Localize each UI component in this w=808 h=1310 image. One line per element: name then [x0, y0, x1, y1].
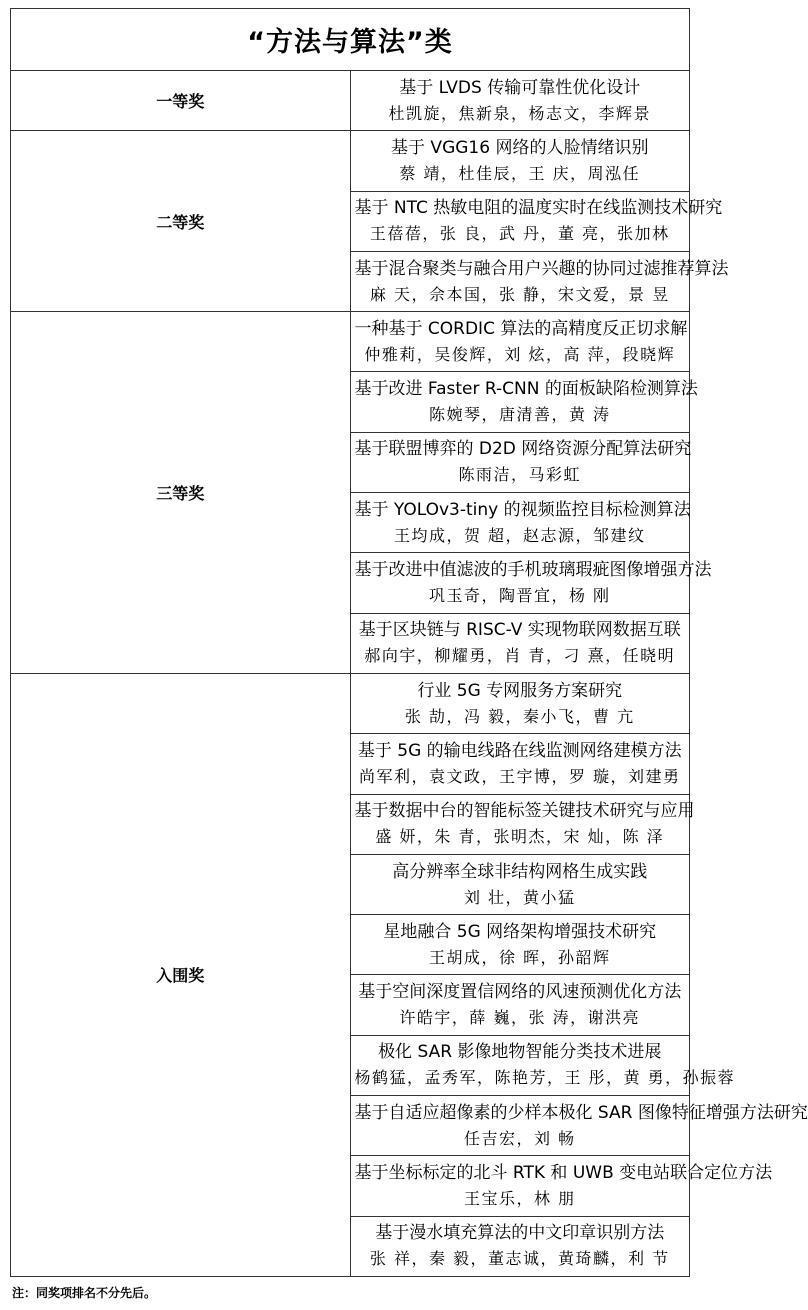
entry-title: 行业 5G 专网服务方案研究 [417, 680, 623, 701]
entry-authors: 郝向宇，柳耀勇，肖 青，刁 熹，任晓明 [364, 646, 676, 666]
entry-title: 基于自适应超像素的少样本极化 SAR 图像特征增强方法研究 [354, 1102, 808, 1123]
entry-cell [350, 1096, 808, 1156]
award-category: 三等奖 [11, 312, 351, 674]
entry-authors: 任吉宏，刘 畅 [463, 1128, 576, 1148]
entry-title: 极化 SAR 影像地物智能分类技术进展 [378, 1042, 662, 1063]
entry-cell [350, 794, 695, 854]
entry-title: 基于 LVDS 传输可靠性优化设计 [399, 77, 641, 98]
entry-cell [350, 854, 690, 914]
entry-cell [350, 191, 723, 251]
entry-cell [350, 673, 690, 733]
entry-title: 基于 NTC 热敏电阻的温度实时在线监测技术研究 [354, 198, 723, 219]
entry-cell [350, 432, 690, 492]
entry-title: 基于联盟博弈的 D2D 网络资源分配算法研究 [354, 439, 692, 460]
award-table [10, 8, 808, 1277]
entry-title: 基于数据中台的智能标签关键技术研究与应用 [354, 801, 695, 822]
entry-authors: 王胡成，徐 晖，孙韶辉 [428, 947, 611, 967]
entry-title: 基于 5G 的输电线路在线监测网络建模方法 [357, 740, 682, 761]
entry-authors: 刘 壮，黄小猛 [463, 887, 576, 907]
award-category: 入围奖 [11, 673, 351, 1276]
entry-authors: 陈雨洁，马彩虹 [458, 465, 581, 485]
entry-cell [350, 71, 690, 131]
entry-cell [350, 975, 690, 1035]
table-row [11, 673, 690, 733]
entry-title: 基于混合聚类与融合用户兴趣的协同过滤推荐算法 [354, 258, 729, 279]
table-title: “方法与算法”类 [11, 9, 690, 71]
entry-authors: 杜凯旋，焦新泉，杨志文，李辉景 [388, 103, 651, 123]
entry-cell [350, 553, 712, 613]
entry-cell [350, 1156, 773, 1216]
entry-cell [350, 915, 690, 975]
entry-authors: 陈婉琴，唐清善，黄 涛 [428, 405, 611, 425]
entry-authors: 张 祥，秦 毅，董志诚，黄琦麟，利 节 [369, 1249, 670, 1269]
entry-cell [350, 1216, 690, 1276]
table-row [11, 131, 690, 191]
entry-title: 星地融合 5G 网络架构增强技术研究 [383, 921, 657, 942]
footnote: 注：同奖项排名不分先后。 [12, 1286, 157, 1300]
title-row [11, 9, 690, 71]
entry-authors: 尚军利，袁文政，王宇博，罗 璇，刘建勇 [358, 766, 681, 786]
entry-title: 基于改进 Faster R-CNN 的面板缺陷检测算法 [354, 379, 698, 400]
entry-title: 基于改进中值滤波的手机玻璃瑕疵图像增强方法 [354, 560, 712, 581]
entry-title: 高分辨率全球非结构网格生成实践 [392, 861, 648, 882]
entry-authors: 张 劼，冯 毅，秦小飞，曹 亢 [404, 706, 635, 726]
entry-cell [350, 372, 698, 432]
entry-title: 基于 VGG16 网络的人脸情绪识别 [391, 137, 649, 158]
entry-title: 基于空间深度置信网络的风速预测优化方法 [358, 982, 682, 1003]
entry-authors: 王均成，贺 超，赵志源，邹建纹 [393, 525, 646, 545]
table-row [11, 312, 690, 372]
entry-cell [350, 251, 729, 311]
entry-authors: 蔡 靖，杜佳辰，王 庆，周泓任 [399, 163, 641, 183]
entry-title: 一种基于 CORDIC 算法的高精度反正切求解 [354, 318, 688, 339]
entry-title: 基于区块链与 RISC-V 实现物联网数据互联 [358, 620, 681, 641]
entry-authors: 麻 天，佘本国，张 静，宋文爱，景 昱 [369, 284, 670, 304]
entry-title: 基于坐标标定的北斗 RTK 和 UWB 变电站联合定位方法 [354, 1162, 773, 1183]
entry-cell [350, 734, 690, 794]
entry-cell [350, 131, 690, 191]
entry-title: 基于 YOLOv3-tiny 的视频监控目标检测算法 [354, 499, 691, 520]
entry-cell [350, 1035, 736, 1095]
entry-authors: 巩玉奇，陶晋宜，杨 刚 [428, 586, 611, 606]
entry-authors: 杨鹤猛，孟秀军，陈艳芳，王 彤，黄 勇，孙振蓉 [354, 1068, 736, 1088]
entry-authors: 仲雅莉，吴俊辉，刘 炫，高 萍，段晓辉 [364, 344, 676, 364]
table-body [11, 9, 808, 1277]
entry-authors: 王蓓蓓，张 良，武 丹，董 亮，张加林 [369, 224, 670, 244]
table-row [11, 71, 690, 131]
entry-authors: 许皓宇，薛 巍，张 涛，谢洪亮 [399, 1008, 641, 1028]
entry-title: 基于漫水填充算法的中文印章识别方法 [375, 1223, 665, 1244]
entry-cell [350, 312, 690, 372]
entry-authors: 盛 妍，朱 青，张明杰，宋 灿，陈 泽 [375, 827, 665, 847]
entry-cell [350, 493, 690, 553]
entry-authors: 王宝乐，林 朋 [463, 1188, 576, 1208]
award-category: 二等奖 [11, 131, 351, 312]
award-category: 一等奖 [11, 71, 351, 131]
entry-cell [350, 613, 690, 673]
